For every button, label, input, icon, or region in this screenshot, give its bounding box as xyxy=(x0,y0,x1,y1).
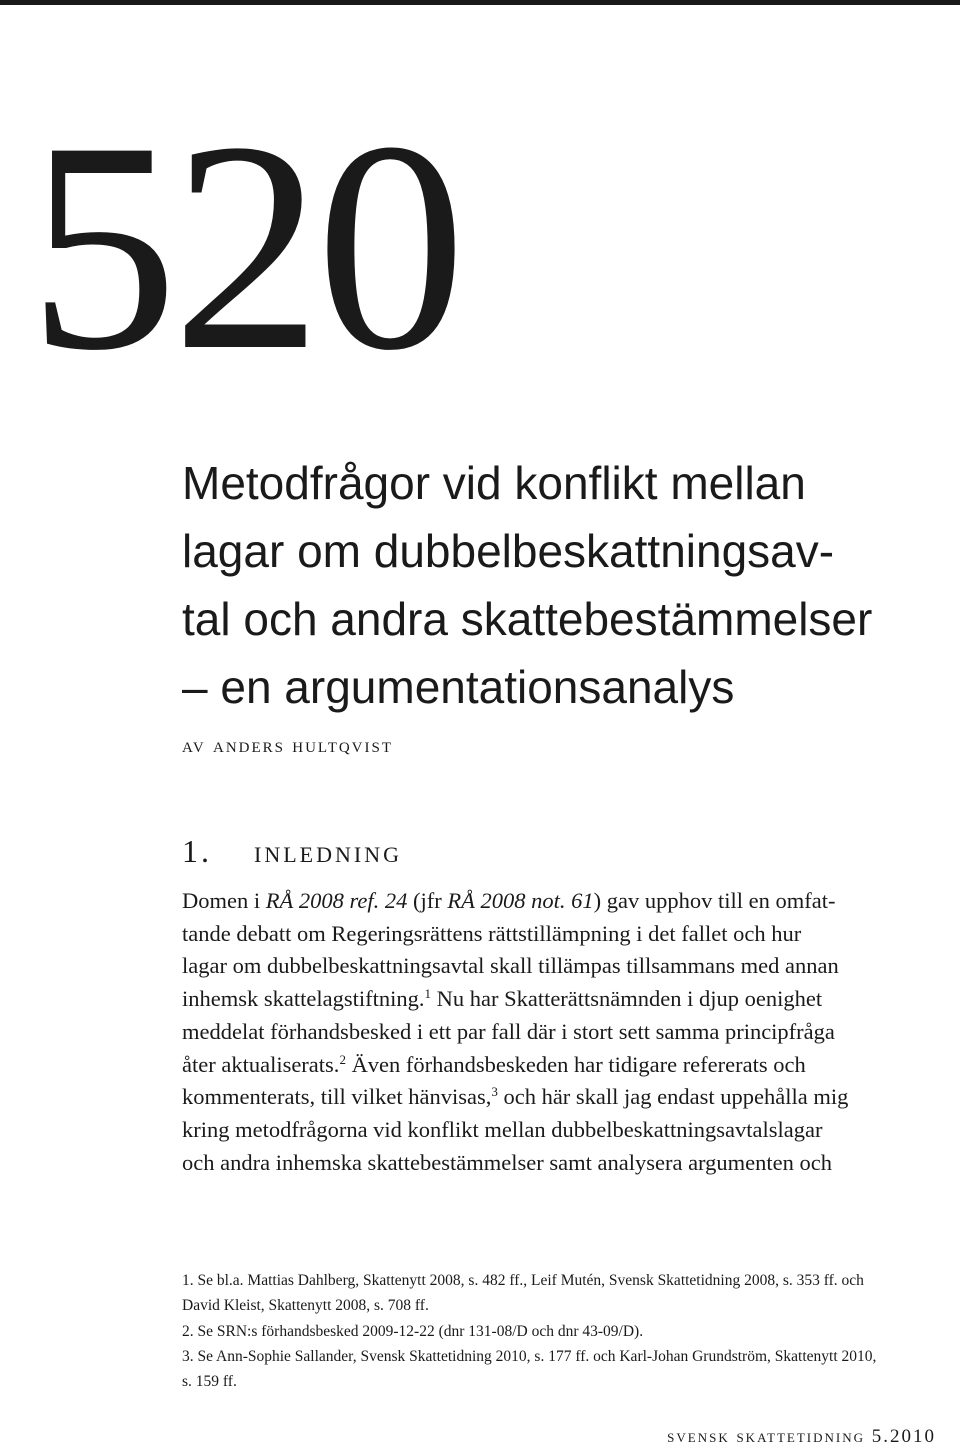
body-line: tande debatt om Regeringsrättens rättstillämpning i det fallet och hur xyxy=(182,920,802,946)
section-label: inledning xyxy=(254,833,402,869)
footnote-marker: 3 xyxy=(491,1084,498,1100)
footnote-marker: 1 xyxy=(424,986,431,1002)
running-footer: svensk skattetidning 5.2010 xyxy=(667,1426,936,1447)
case-reference: RÅ 2008 ref. 24 xyxy=(265,888,408,913)
body-text-run: åter aktualiserats. xyxy=(182,1051,340,1077)
body-text-run: ) gav upphov till en omfat- xyxy=(593,888,836,913)
top-rule xyxy=(0,0,960,5)
body-text-run: Även förhandsbeskeden har tidigare refererats och xyxy=(345,1051,806,1077)
footnote-line: 2. Se SRN:s förhandsbesked 2009-12-22 (dnr 131-08/D och dnr 43-09/D). xyxy=(182,1322,644,1340)
body-text-run: Nu har Skatterättsnämnden i djup oenighet xyxy=(430,986,823,1012)
body-line xyxy=(182,1081,952,1114)
body-line: kring metodfrågorna vid konflikt mellan dubbelbeskattningsavtalslagar xyxy=(182,1116,823,1142)
page-number: 520 xyxy=(28,80,460,412)
body-text-run: kommenterats, till vilket hänvisas, xyxy=(182,1084,492,1110)
body-paragraph xyxy=(182,885,952,1179)
body-text-run: Domen i xyxy=(182,888,266,913)
case-reference: RÅ 2008 not. 61 xyxy=(447,888,594,913)
body-line xyxy=(182,983,952,1016)
title-line: – en argumentationsanalys xyxy=(182,661,735,713)
footnote-line: David Kleist, Skattenytt 2008, s. 708 ff. xyxy=(182,1297,429,1315)
title-line: lagar om dubbelbeskattningsav- xyxy=(182,525,835,577)
body-line: och andra inhemska skattebestämmelser samt analysera argumenten och xyxy=(182,1149,832,1175)
section-number: 1. xyxy=(182,833,212,869)
body-line: lagar om dubbelbeskattningsavtal skall tillämpas tillsammans med annan xyxy=(182,953,839,979)
body-text-run: (jfr xyxy=(407,888,448,913)
footnotes xyxy=(182,1268,952,1394)
body-line xyxy=(182,1049,952,1082)
footnote-line: 1. Se bl.a. Mattias Dahlberg, Skattenytt 2008, s. 482 ff., Leif Mutén, Svensk Skattetidning 2008, s. 353 ff. och xyxy=(182,1272,864,1289)
title-line: Metodfrågor vid konflikt mellan xyxy=(182,457,806,509)
body-text-run: och här skall jag endast uppehålla mig xyxy=(497,1084,849,1110)
section-heading xyxy=(182,833,402,870)
footnote-marker: 2 xyxy=(339,1051,346,1067)
footnote-line: s. 159 ff. xyxy=(182,1373,237,1391)
author-byline: av anders hultqvist xyxy=(182,733,394,757)
body-line: meddelat förhandsbesked i ett par fall där i stort sett samma principfråga xyxy=(182,1018,835,1044)
body-text-run: inhemsk skattelagstiftning. xyxy=(182,986,425,1012)
body-line xyxy=(182,885,952,918)
article-title xyxy=(182,449,952,721)
footnote-line: 3. Se Ann-Sophie Sallander, Svensk Skattetidning 2010, s. 177 ff. och Karl-Johan Grundström, Skattenytt 2010, xyxy=(182,1347,877,1365)
title-line: tal och andra skattebestämmelser xyxy=(182,593,873,645)
